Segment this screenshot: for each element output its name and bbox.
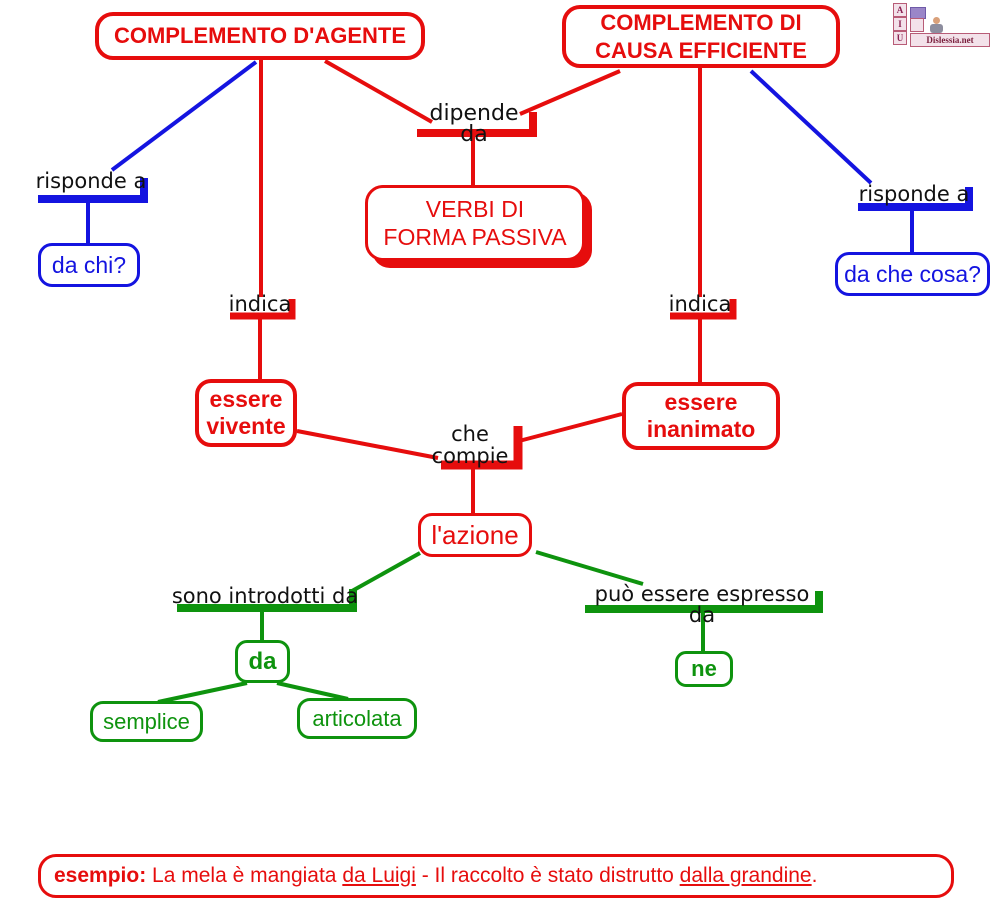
logo-block-u: U xyxy=(893,31,907,45)
example-suffix: . xyxy=(811,864,818,887)
logo-name-bar xyxy=(910,33,990,47)
node-label: semplice xyxy=(103,708,190,734)
connector-label-che-compie xyxy=(428,423,512,467)
line-causa-dipende xyxy=(520,71,620,114)
line-causa-risponde xyxy=(751,71,871,183)
line-azione-puo xyxy=(536,552,643,584)
node-da-che-cosa xyxy=(835,252,990,296)
node-label: COMPLEMENTO D'AGENTE xyxy=(113,23,407,48)
line-da-articolata xyxy=(277,683,348,699)
line-checompie-inanimato xyxy=(519,414,622,441)
connector-label-indica-left: indica xyxy=(228,292,292,316)
line-da-semplice xyxy=(158,683,247,702)
connector-label-risponde-a-right: risponde a xyxy=(858,182,970,206)
logo-text: Dislessia.net xyxy=(926,35,974,45)
node-label: articolata xyxy=(312,705,402,731)
node-label-line2: inanimato xyxy=(646,416,756,442)
connector-label-sono-introdotti-da: sono introdotti da xyxy=(171,584,359,608)
node-label: ne xyxy=(691,656,717,681)
node-label-line1: VERBI DI xyxy=(425,196,525,222)
connector-label-indica-right: indica xyxy=(668,292,732,316)
logo-block-i: I xyxy=(893,17,907,31)
connector-label-line2: compie xyxy=(431,444,509,468)
example-underline2: dalla grandine xyxy=(679,864,812,887)
line-azione-sono xyxy=(352,553,420,591)
node-essere-inanimato xyxy=(622,382,780,450)
node-label-line2: vivente xyxy=(206,413,286,439)
node-label: da chi? xyxy=(51,251,127,278)
node-complemento-agente xyxy=(95,12,425,60)
node-essere-vivente xyxy=(195,379,297,447)
node-label: da xyxy=(248,647,277,675)
node-da-chi xyxy=(38,243,140,287)
node-semplice xyxy=(90,701,203,742)
example-prefix: esempio: xyxy=(54,864,147,887)
line-vivente-checompie xyxy=(297,431,438,458)
node-label-line2: FORMA PASSIVA xyxy=(383,224,567,250)
example-part1: La mela è mangiata xyxy=(146,864,343,887)
node-azione xyxy=(418,513,532,557)
node-articolata xyxy=(297,698,417,739)
node-label-line1: essere xyxy=(209,386,283,412)
logo-child-figure-icon xyxy=(933,17,940,24)
logo-child-body-icon xyxy=(930,24,943,33)
line-agente-risponde xyxy=(112,62,256,170)
logo-block-a: A xyxy=(893,3,907,17)
node-ne xyxy=(675,651,733,687)
connector-label-dipende-da: dipende da xyxy=(429,101,519,147)
example-box xyxy=(38,854,954,898)
connector-label-puo-essere-espresso-da: può essere espresso da xyxy=(594,582,810,627)
node-label-line2: CAUSA EFFICIENTE xyxy=(595,37,807,63)
dislessia-logo xyxy=(893,3,993,53)
connector-label-risponde-a-left: risponde a xyxy=(35,169,147,193)
connector-label-line1: che xyxy=(451,422,489,446)
logo-letter-blocks xyxy=(893,3,907,45)
example-part2: - Il raccolto è stato distrutto xyxy=(415,864,680,887)
node-complemento-causa-efficiente xyxy=(562,5,840,68)
node-label-line1: essere xyxy=(664,389,738,415)
node-da xyxy=(235,640,290,683)
node-label: da che cosa? xyxy=(844,260,981,287)
logo-block-plain xyxy=(910,18,924,32)
node-label: l'azione xyxy=(431,519,519,550)
example-underline1: da Luigi xyxy=(342,864,416,887)
node-label-line1: COMPLEMENTO DI xyxy=(600,9,802,35)
node-verbi-forma-passiva xyxy=(365,185,585,261)
